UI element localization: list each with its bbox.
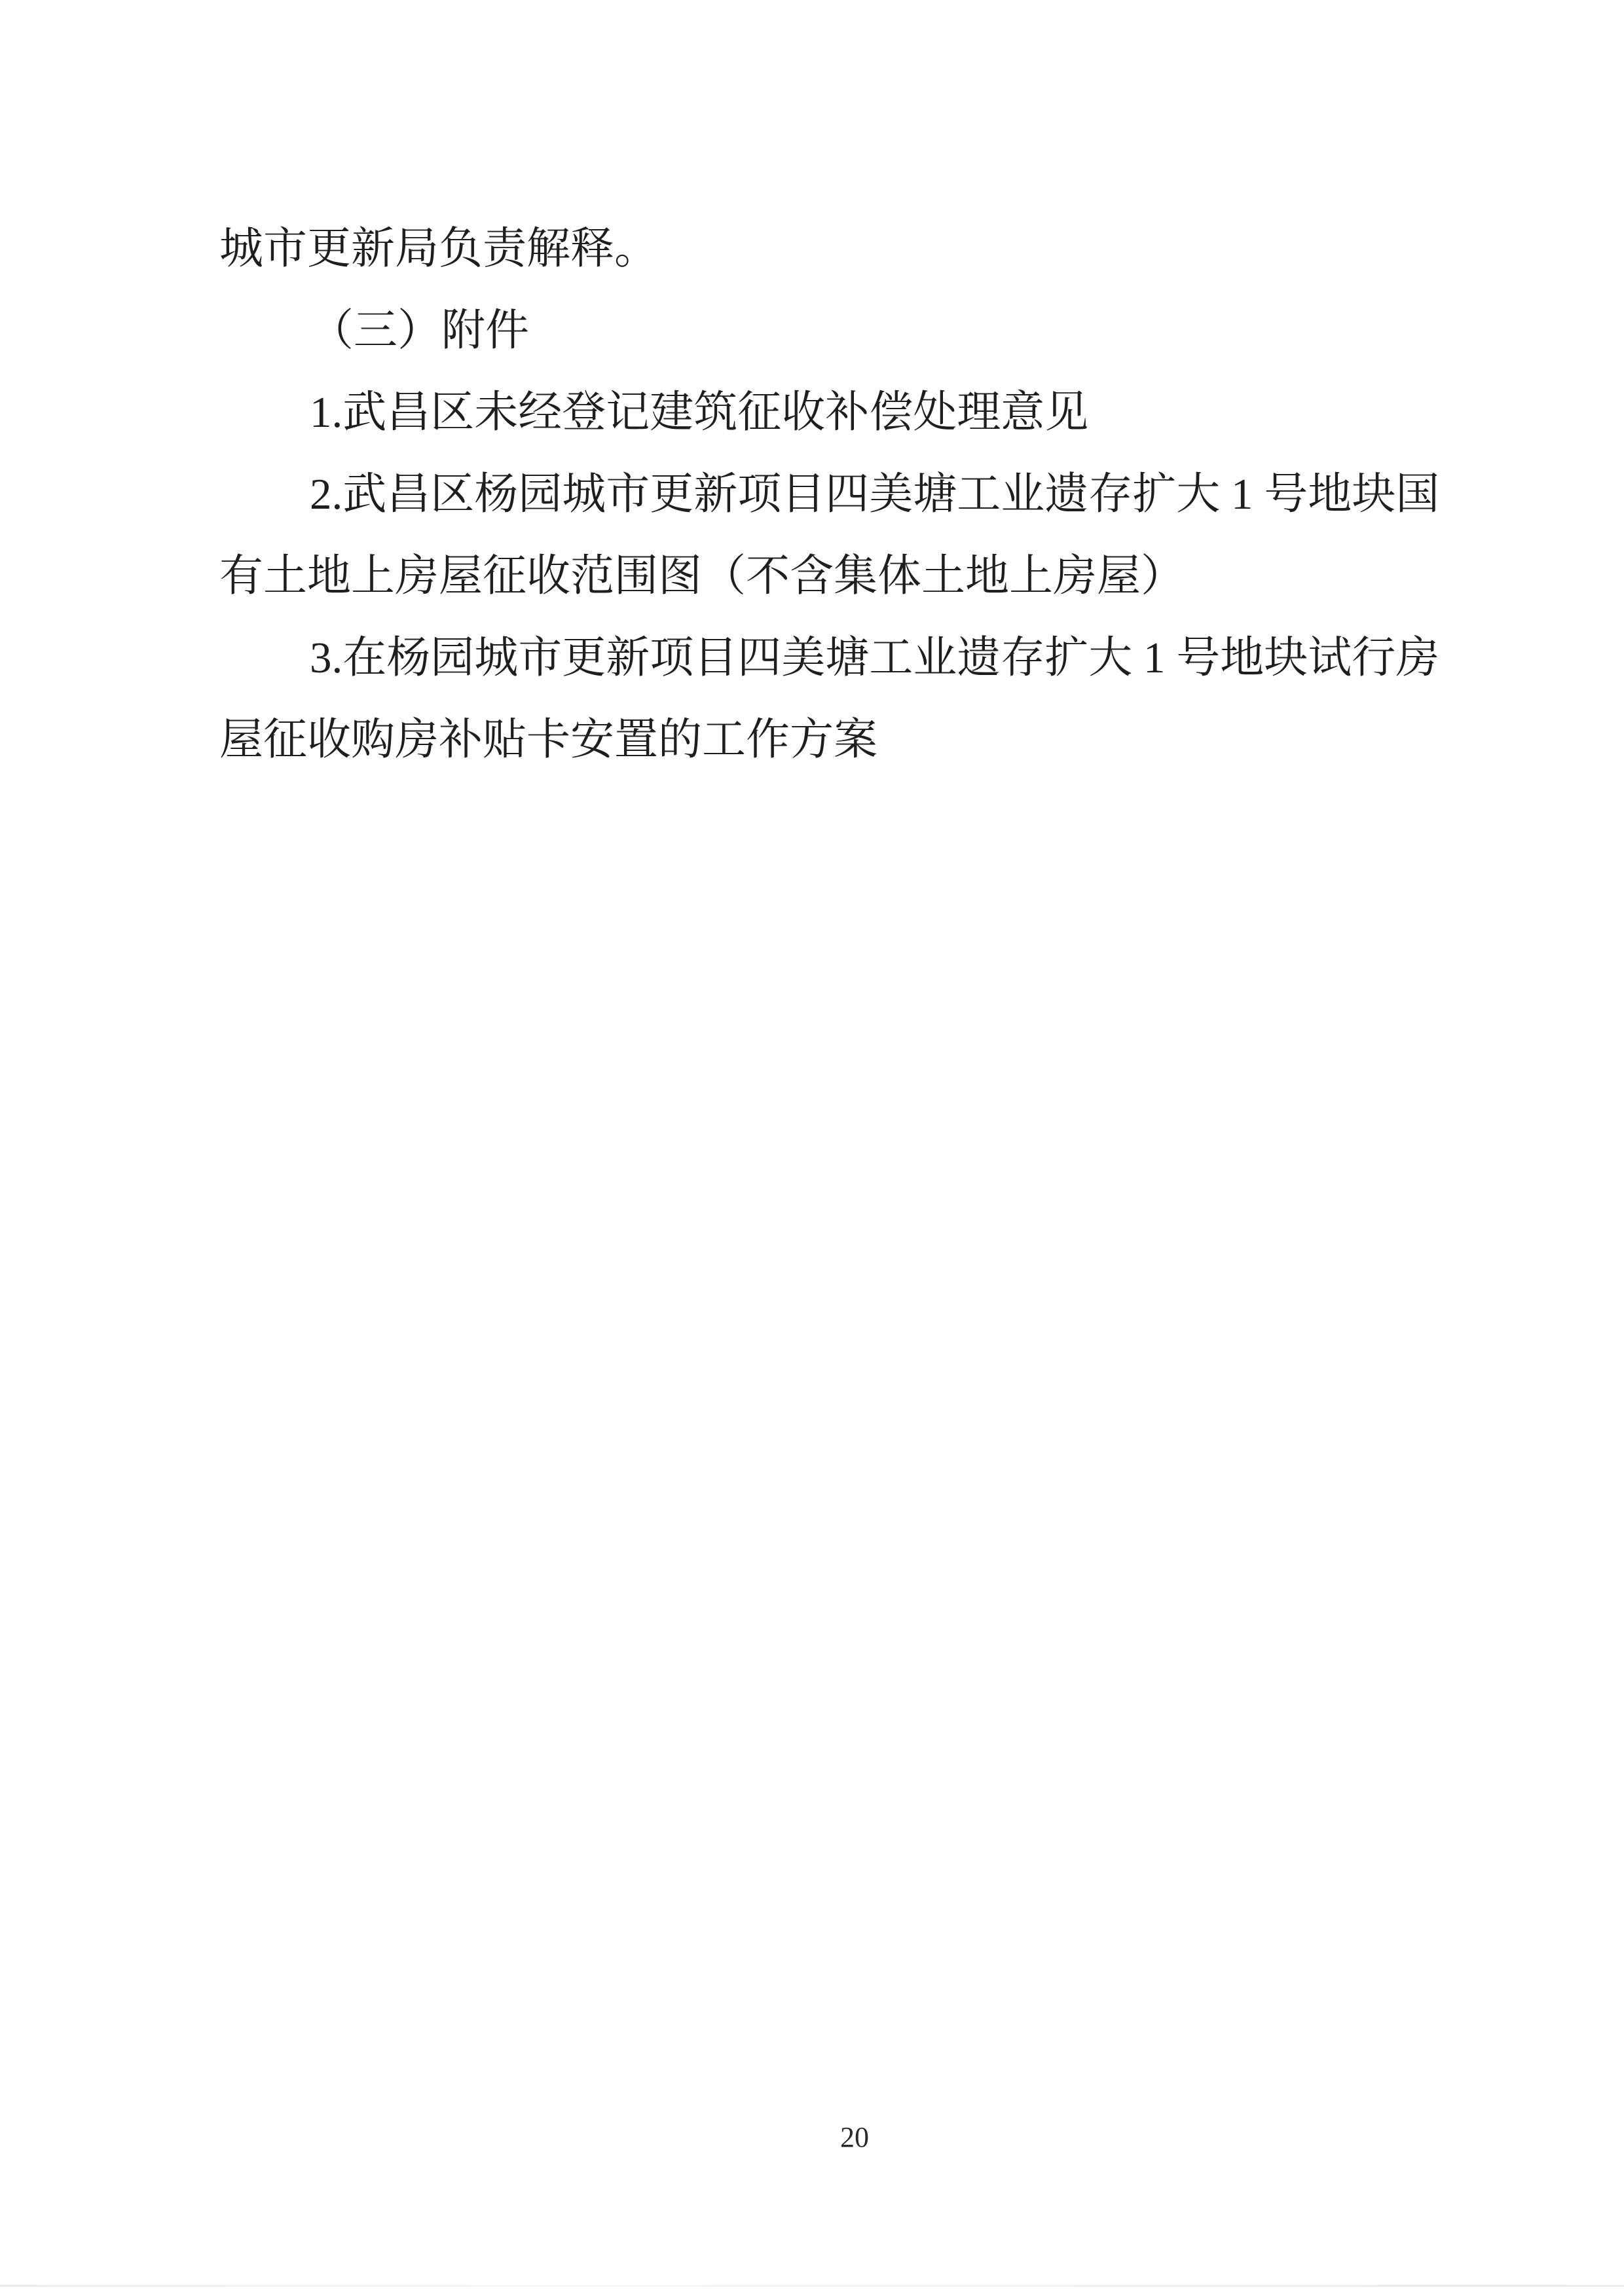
paragraph-closing-line: 城市更新局负责解释。 — [219, 225, 658, 273]
page-number: 20 — [840, 2121, 869, 2153]
attachment-2-line-2: 有土地上房屋征收范围图（不含集体土地上房屋） — [219, 552, 1185, 600]
section-heading-attachments: （三）附件 — [310, 306, 529, 355]
scan-artifact-line — [0, 2285, 1624, 2287]
attachment-1-line: 1.武昌区未经登记建筑征收补偿处理意见 — [310, 388, 1089, 437]
attachment-2-line-1: 2.武昌区杨园城市更新项目四美塘工业遗存扩大 1 号地块国 — [310, 470, 1440, 519]
document-body-text — [219, 208, 1440, 781]
attachment-3-line-1: 3.在杨园城市更新项目四美塘工业遗存扩大 1 号地块试行房 — [310, 634, 1440, 682]
attachment-3-line-2: 屋征收购房补贴卡安置的工作方案 — [219, 716, 877, 764]
